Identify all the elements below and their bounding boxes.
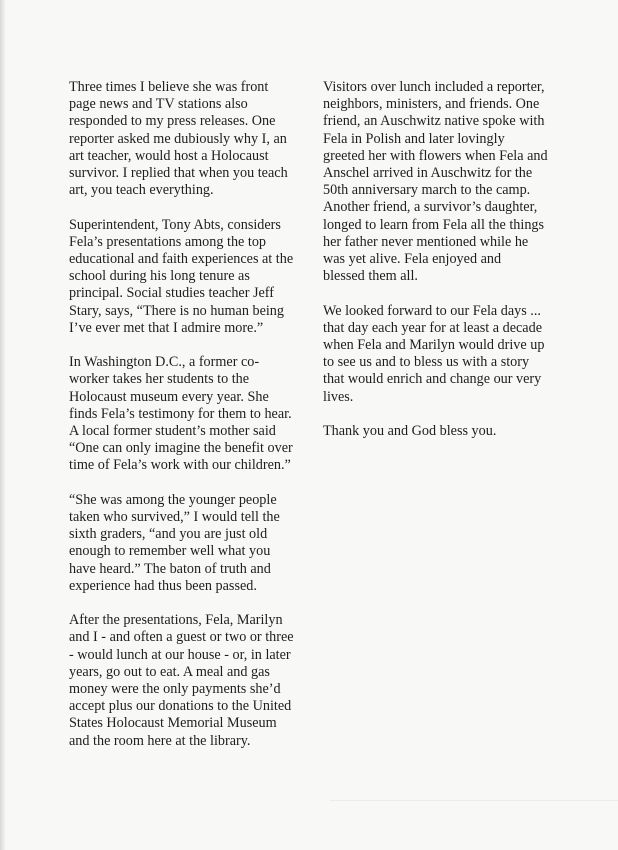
scan-artifact-line — [330, 800, 618, 801]
paragraph-washington: In Washington D.C., a former co- worker takes her students to the Holocaust museum every year. She finds Fela’s testimony for them to hear. A local former student’s mother said “One can only imagine the benefit over time of Fela’s work with our children.” — [69, 354, 293, 474]
scan-edge-shadow — [0, 0, 6, 850]
right-text-column — [323, 79, 569, 457]
left-text-column — [69, 79, 305, 767]
paragraph-press-coverage: Three times I believe she was front page news and TV stations also responded to my press releases. One reporter asked me dubiously why I, an art teacher, would host a Holocaust survivor. I replied that when you teach art, you teach everything. — [69, 79, 288, 199]
paragraph-superintendent: Superintendent, Tony Abts, considers Fela’s presentations among the top educational and faith experiences at the school during his long tenure as principal. Social studies teacher Jeff Stary, says, “There is no human being I’ve ever met that I admire more.” — [69, 216, 294, 336]
paragraph-after-presentations: After the presentations, Fela, Marilyn and I - and often a guest or two or three - would lunch at our house - or, in later years, go out to eat. A meal and gas money were the only payments she’d accept plus our donations to the United States Holocaust Memorial Museum and the room here at the library. — [69, 612, 294, 749]
paragraph-younger-people: “She was among the younger people taken who survived,” I would tell the sixth graders, “and you are just old enough to remember well what you have heard.” The baton of truth and experience had thus been passed. — [69, 491, 280, 594]
paragraph-fela-days: We looked forward to our Fela days ... that day each year for at least a decade when Fela and Marilyn would drive up to see us and to bless us with a story that would enrich and change our very lives. — [323, 302, 545, 405]
paragraph-closing: Thank you and God bless you. — [323, 423, 497, 440]
paragraph-visitors: Visitors over lunch included a reporter, neighbors, ministers, and friends. One friend, an Auschwitz native spoke with Fela in Polish and later lovingly greeted her with flowers when Fela and Anschel arrived in Auschwitz for the 50th anniversary march to the camp. Another friend, a survivor’s daughter, longed to learn from Fela all the things her father never mentioned while he was yet alive. Fela enjoyed and blessed them all. — [323, 79, 548, 285]
